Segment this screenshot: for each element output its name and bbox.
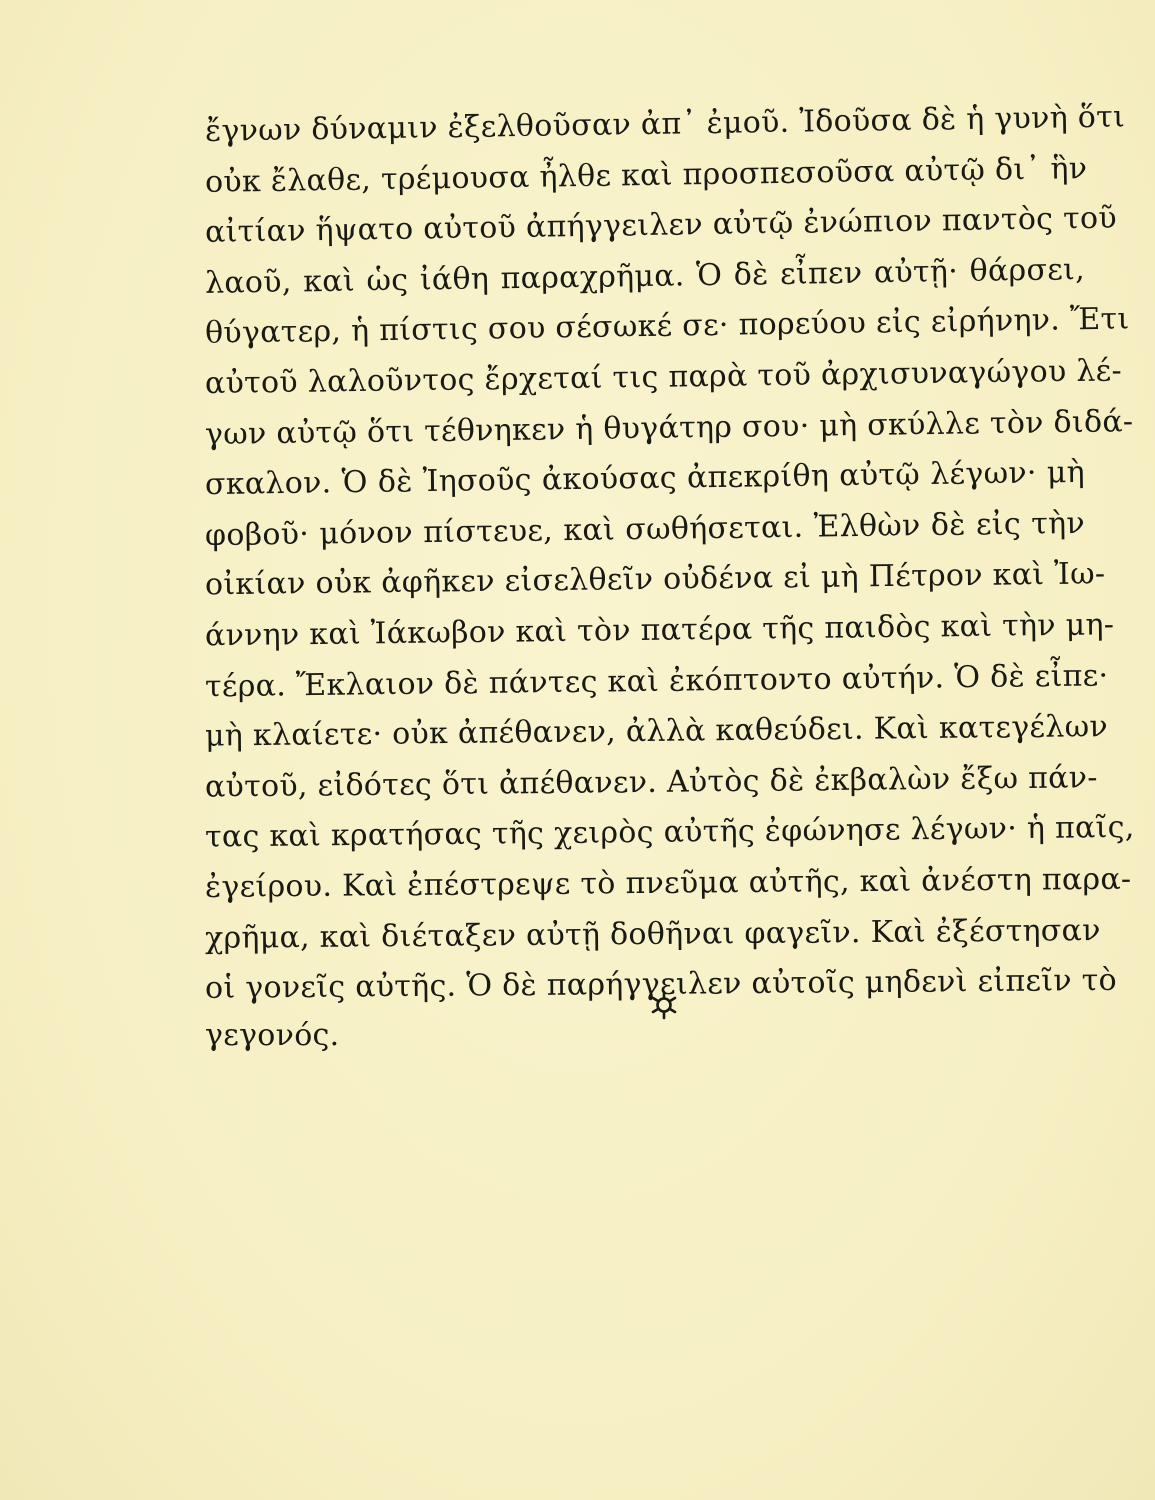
text-line: τας καὶ κρατήσας τῆς χειρὸς αὐτῆς ἐφώνησε λέγων· ἡ παῖς, [204, 810, 1135, 855]
text-line: μὴ κλαίετε· οὐκ ἀπέθανεν, ἀλλὰ καθεύδει. Καὶ κατεγέλων [204, 709, 1109, 754]
text-line-last: γεγονός. [205, 1017, 340, 1053]
text-line: σκαλον. Ὁ δὲ Ἰησοῦς ἀκούσας ἀπεκρίθη αὐτῷ λέγων· μὴ [204, 455, 1086, 503]
body-text [204, 99, 1135, 1061]
text-line: ἐγείρου. Καὶ ἐπέστρεψε τὸ πνεῦμα αὐτῆς, καὶ ἀνέστη παρα- [204, 861, 1132, 905]
star-ornament-icon [649, 990, 679, 1020]
text-line: αἰτίαν ἥψατο αὐτοῦ ἀπήγγειλεν αὐτῷ ἐνώπιον παντὸς τοῦ [204, 200, 1118, 251]
text-line: γων αὐτῷ ὅτι τέθνηκεν ἡ θυγάτηρ σου· μὴ σκύλλε τὸν διδά- [204, 403, 1134, 452]
text-line: οἱ γονεῖς αὐτῆς. Ὁ δὲ παρήγγειλεν αὐτοῖς μηδενὶ εἰπεῖν τὸ [204, 962, 1118, 1006]
text-line: αὐτοῦ, εἰδότες ὅτι ἀπέθανεν. Αὐτὸς δὲ ἐκβαλὼν ἔξω πάν- [204, 759, 1098, 805]
text-line: λαοῦ, καὶ ὡς ἰάθη παραχρῆμα. Ὁ δὲ εἶπεν αὐτῇ· θάρσει, [204, 251, 1086, 301]
text-line: τέρα. Ἔκλαιον δὲ πάντες καὶ ἐκόπτοντο αὐτήν. Ὁ δὲ εἶπε· [204, 657, 1109, 704]
text-line: χρῆμα, καὶ διέταξεν αὐτῇ δοθῆναι φαγεῖν. Καὶ ἐξέστησαν [204, 912, 1101, 956]
text-line: θύγατερ, ἡ πίστις σου σέσωκέ σε· πορεύου εἰς εἰρήνην. Ἔτι [204, 301, 1130, 352]
text-line: άννην καὶ Ἰάκωβον καὶ τὸν πατέρα τῆς παιδὸς καὶ τὴν μη- [204, 607, 1115, 654]
text-line: οὐκ ἔλαθε, τρέμουσα ἦλθε καὶ προσπεσοῦσα αὐτῷ δι᾽ ἣν [204, 150, 1088, 200]
text-line: ἔγνων δύναμιν ἐξελθοῦσαν ἀπ᾽ ἐμοῦ. Ἰδοῦσα δὲ ἡ γυνὴ ὅτι [204, 99, 1126, 149]
text-line: φοβοῦ· μόνον πίστευε, καὶ σωθήσεται. Ἐλθὼν δὲ εἰς τὴν [204, 505, 1086, 553]
text-line: οἰκίαν οὐκ ἀφῆκεν εἰσελθεῖν οὐδένα εἰ μὴ Πέτρον καὶ Ἰω- [204, 556, 1106, 603]
text-line: αὐτοῦ λαλοῦντος ἔρχεταί τις παρὰ τοῦ ἀρχισυναγώγου λέ- [204, 353, 1123, 402]
